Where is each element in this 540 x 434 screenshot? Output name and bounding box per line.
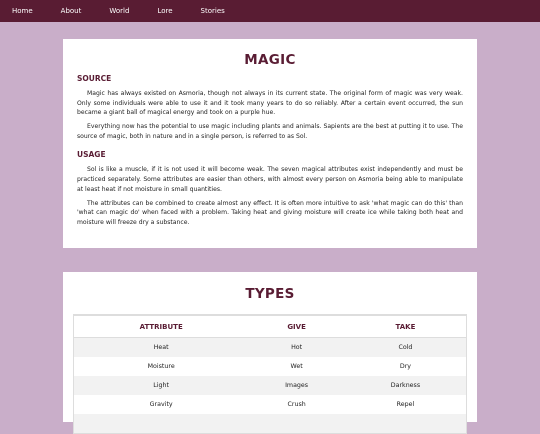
table-cell [248,414,345,433]
usage-paragraph-2: The attributes can be combined to create almost any effect. It is often more intuitive to ask 'what magic can do this' than 'what can magic do' when faced with a problem. Taking heat and giving moisture will create ice while taking both heat and moisture will freeze dry a substance. [77,199,463,226]
source-paragraph-1: Magic has always existed on Asmoria, though not always in its current state. The original form of magic was very weak. Only some individuals were able to use it and it took many years to do so reliably. After a certain event occurred, the sun became a giant ball of magical energy and took on a purple hue. [77,90,463,117]
header-attribute: ATTRIBUTE [74,316,248,338]
table-cell: Wet [290,363,303,370]
table-header-row [74,316,466,338]
nav-lore[interactable]: Lore [157,7,173,15]
table-cell: Moisture [147,363,175,370]
nav-world[interactable]: World [109,7,130,15]
table-cell: Dry [399,363,412,370]
types-title: TYPES [245,286,295,302]
source-heading: SOURCE [77,74,112,83]
magic-title: MAGIC [244,52,296,68]
table-cell: Repel [396,401,415,408]
usage-heading: USAGE [77,150,106,160]
table-row [74,338,466,358]
types-table-wrapper [73,314,467,434]
table-cell: Darkness [345,376,466,395]
table-cell: Gravity [149,401,173,408]
table-cell: Images [248,376,345,395]
table-row [74,357,466,376]
types-card [63,272,477,422]
table-cell: Cold [345,338,466,358]
top-navbar [0,0,540,22]
table-row [74,376,466,395]
types-table [74,315,466,433]
header-take: TAKE [345,316,466,338]
table-cell: Light [74,376,248,395]
table-cell: Heat [74,338,248,358]
table-cell [74,414,248,433]
magic-card [63,39,477,248]
nav-stories[interactable]: Stories [200,7,225,15]
table-cell: Hot [248,338,345,358]
table-row [74,414,466,433]
header-give: GIVE [248,316,345,338]
usage-paragraph-1: Sol is like a muscle, if it is not used it will become weak. The seven magical attributes exist independently and must be practiced separately. Some attributes are easier than others, with almost every person on Asmoria being able to manipulate at least heat if not moisture in small quantities. [77,166,463,193]
table-cell [345,414,466,433]
source-paragraph-2: Everything now has the potential to use magic including plants and animals. Sapients are the best at putting it to use. The source of magic, both in nature and in a single person, is referred to as Sol. [77,123,463,140]
nav-about[interactable]: About [60,7,82,15]
nav-home[interactable]: Home [12,7,33,15]
table-cell: Crush [287,401,306,408]
